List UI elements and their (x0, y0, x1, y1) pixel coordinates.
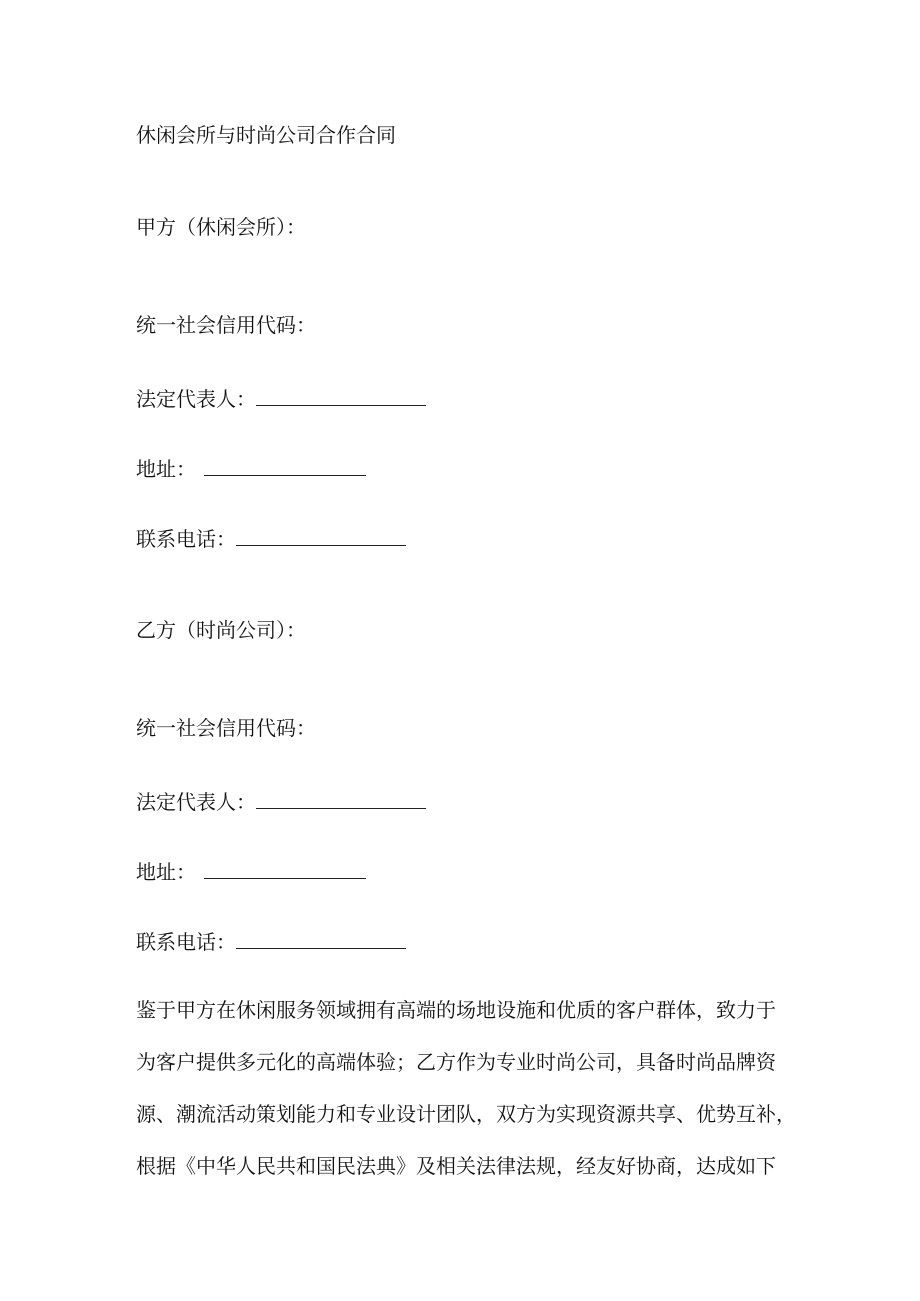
party-a-address-label: 地址： (136, 457, 196, 481)
party-a-legal-rep-label: 法定代表人： (136, 387, 256, 411)
party-a-legal-rep-row (136, 387, 426, 411)
party-a-address-row (136, 457, 366, 481)
party-b-legal-rep-blank[interactable] (256, 790, 426, 809)
preamble-line: 根据《中华人民共和国民法典》及相关法律法规，经友好协商，达成如下 (136, 1154, 776, 1178)
document-title: 休闲会所与时尚公司合作合同 (136, 123, 396, 147)
party-a-credit-code-label: 统一社会信用代码： (136, 313, 316, 337)
party-a-phone-label: 联系电话： (136, 527, 236, 551)
preamble-line: 为客户提供多元化的高端体验；乙方作为专业时尚公司，具备时尚品牌资 (136, 1050, 776, 1074)
preamble-paragraph (136, 984, 808, 1192)
party-b-address-label: 地址： (136, 860, 196, 884)
party-a-address-blank[interactable] (204, 457, 366, 476)
party-b-phone-row (136, 930, 406, 954)
party-a-legal-rep-blank[interactable] (256, 387, 426, 406)
party-b-address-row (136, 860, 366, 884)
party-b-credit-code-label: 统一社会信用代码： (136, 716, 316, 740)
party-b-legal-rep-row (136, 790, 426, 814)
party-a-phone-row (136, 527, 406, 551)
preamble-line: 源、潮流活动策划能力和专业设计团队，双方为实现资源共享、优势互补， (136, 1102, 796, 1126)
party-b-legal-rep-label: 法定代表人： (136, 790, 256, 814)
party-a-phone-blank[interactable] (236, 527, 406, 546)
party-b-phone-blank[interactable] (236, 930, 406, 949)
party-b-heading: 乙方（时尚公司）： (136, 618, 306, 642)
party-a-heading: 甲方（休闲会所）： (136, 215, 306, 239)
party-b-address-blank[interactable] (204, 860, 366, 879)
party-b-phone-label: 联系电话： (136, 930, 236, 954)
preamble-line: 鉴于甲方在休闲服务领域拥有高端的场地设施和优质的客户群体，致力于 (136, 998, 776, 1022)
